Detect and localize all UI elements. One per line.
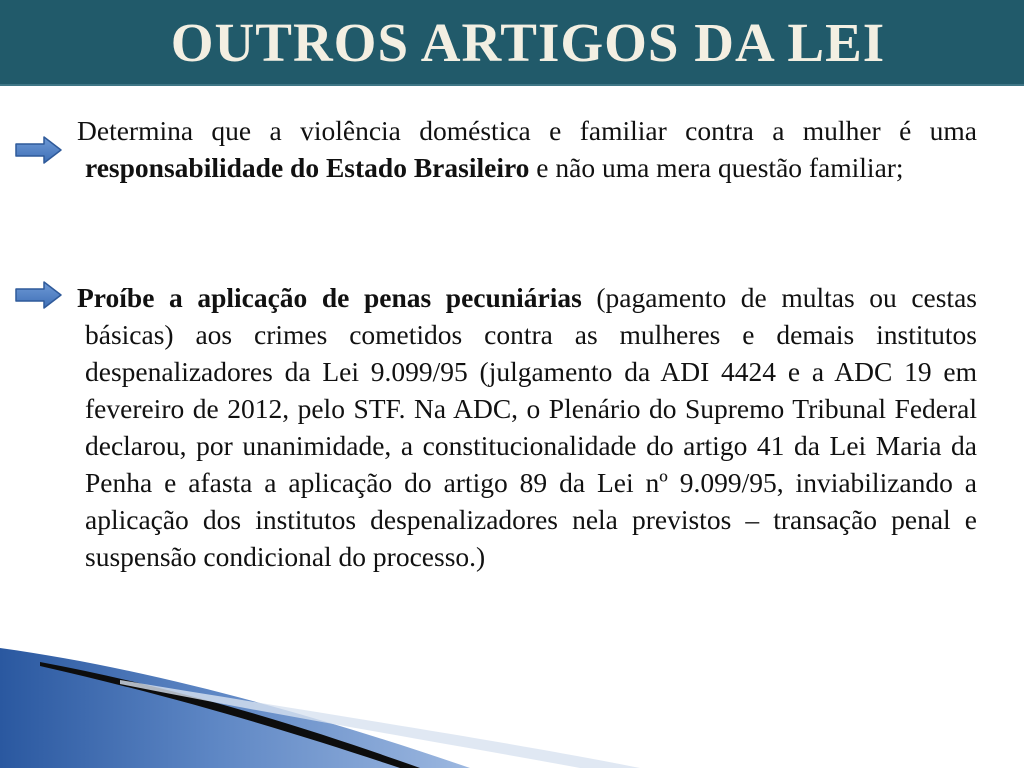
bullet-text: (pagamento de multas ou cestas básicas) aos crimes cometidos contra as mulheres e demais institutos despenalizadores da Lei 9.099/95 (julgamento da ADI 4424 e a ADC 19 em fevereiro de 2012, pelo STF. Na ADC, o Plenário do Supremo Tribunal Federal declarou, por unanimidade, a constitucionalidade do artigo 41 da Lei Maria da Penha e afasta a aplicação do artigo 89 da Lei nº 9.099/95, inviabilizando a aplicação dos institutos despenalizadores nela previstos – transação penal e suspensão condicional do processo.) — [85, 282, 977, 572]
right-arrow-icon — [14, 134, 64, 166]
decorative-footer-band — [0, 640, 1024, 768]
bullet-text: Determina que a violência doméstica e familiar contra a mulher é uma — [77, 115, 977, 146]
bullet-item — [77, 112, 977, 186]
title-bar — [0, 0, 1024, 86]
right-arrow-icon — [14, 279, 64, 311]
slide-title: OUTROS ARTIGOS DA LEI — [170, 12, 886, 73]
bullet-bold-text: Proíbe a aplicação de penas pecuniárias — [77, 282, 582, 313]
bullet-text: e não uma mera questão familiar; — [529, 152, 904, 183]
bullet-bold-text: responsabilidade do Estado Brasileiro — [85, 152, 530, 183]
bullet-item — [77, 279, 977, 575]
